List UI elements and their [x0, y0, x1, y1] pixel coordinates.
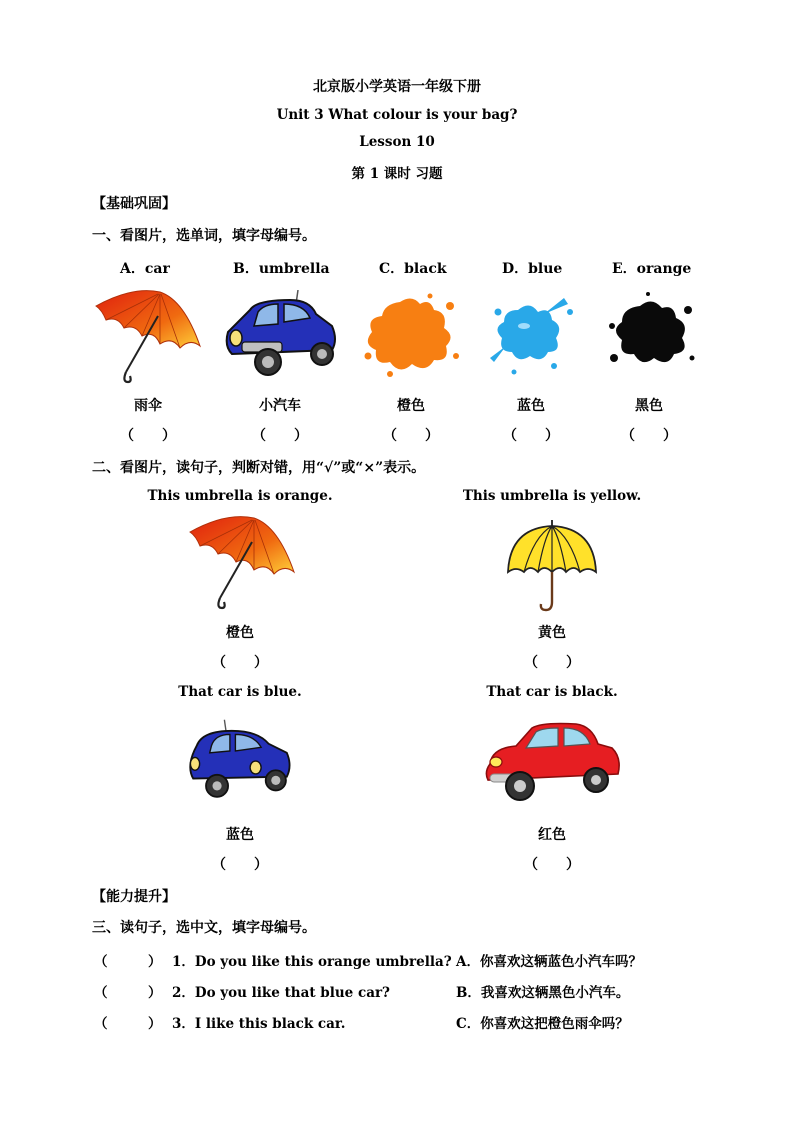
orange-paint-splash-icon [360, 292, 464, 378]
blue-paint-splash-icon [484, 292, 574, 376]
option-b: B．umbrella [233, 261, 330, 277]
section-improve-heading: 【能力提升】 [92, 889, 176, 905]
judgement-blank[interactable]: （ ） [212, 857, 268, 873]
answer-blank[interactable]: （ ） [252, 428, 308, 444]
picture-label: 黑色 [635, 398, 663, 414]
period-title: 第 1 课时 习题 [351, 166, 443, 182]
answer-blank[interactable]: （ ） [94, 954, 162, 970]
part2-instruction: 二、看图片，读句子，判断对错，用“√”或“×”表示。 [92, 460, 426, 476]
option-a: A．car [120, 261, 170, 277]
blue-car-icon [220, 290, 342, 382]
picture-label: 蓝色 [517, 398, 545, 414]
part1-instruction: 一、看图片，选单词，填字母编号。 [92, 228, 316, 244]
statement-sentence: This umbrella is yellow. [462, 488, 642, 504]
lesson-title: Lesson 10 [359, 134, 435, 150]
option-d: D．blue [502, 261, 563, 277]
red-car-icon [480, 718, 624, 806]
judgement-blank[interactable]: （ ） [524, 655, 580, 671]
option-e: E．orange [612, 261, 692, 277]
option-c: C．black [379, 261, 447, 277]
picture-label: 橙色 [226, 625, 254, 641]
page-title: 北京版小学英语一年级下册 [313, 79, 481, 95]
question-text: 1．Do you like this orange umbrella? [172, 954, 452, 970]
answer-blank[interactable]: （ ） [94, 1016, 162, 1032]
picture-label: 小汽车 [259, 398, 301, 414]
question-text: 2．Do you like that blue car? [172, 985, 390, 1001]
part3-instruction: 三、读句子，选中文，填字母编号。 [92, 920, 316, 936]
black-paint-splash-icon [604, 292, 696, 376]
question-text: 3．I like this black car. [172, 1016, 346, 1032]
statement-sentence: This umbrella is orange. [147, 488, 333, 504]
orange-umbrella-icon [92, 286, 204, 384]
unit-title: Unit 3 What colour is your bag? [276, 107, 518, 123]
judgement-blank[interactable]: （ ） [524, 857, 580, 873]
picture-label: 红色 [538, 827, 566, 843]
answer-choice: B．我喜欢这辆黑色小汽车。 [456, 985, 630, 1001]
answer-blank[interactable]: （ ） [94, 985, 162, 1001]
orange-umbrella-icon [186, 512, 298, 610]
judgement-blank[interactable]: （ ） [212, 655, 268, 671]
answer-blank[interactable]: （ ） [120, 428, 176, 444]
answer-blank[interactable]: （ ） [621, 428, 677, 444]
answer-choice: C．你喜欢这把橙色雨伞吗？ [456, 1016, 629, 1032]
yellow-umbrella-icon [504, 516, 600, 612]
answer-blank[interactable]: （ ） [383, 428, 439, 444]
answer-choice: A．你喜欢这辆蓝色小汽车吗？ [456, 954, 642, 970]
blue-car-icon [184, 716, 296, 808]
picture-label: 橙色 [397, 398, 425, 414]
picture-label: 黄色 [538, 625, 566, 641]
statement-sentence: That car is blue. [178, 684, 302, 700]
answer-blank[interactable]: （ ） [503, 428, 559, 444]
statement-sentence: That car is black. [486, 684, 618, 700]
section-basic-heading: 【基础巩固】 [92, 196, 176, 212]
picture-label: 蓝色 [226, 827, 254, 843]
picture-label: 雨伞 [134, 398, 162, 414]
